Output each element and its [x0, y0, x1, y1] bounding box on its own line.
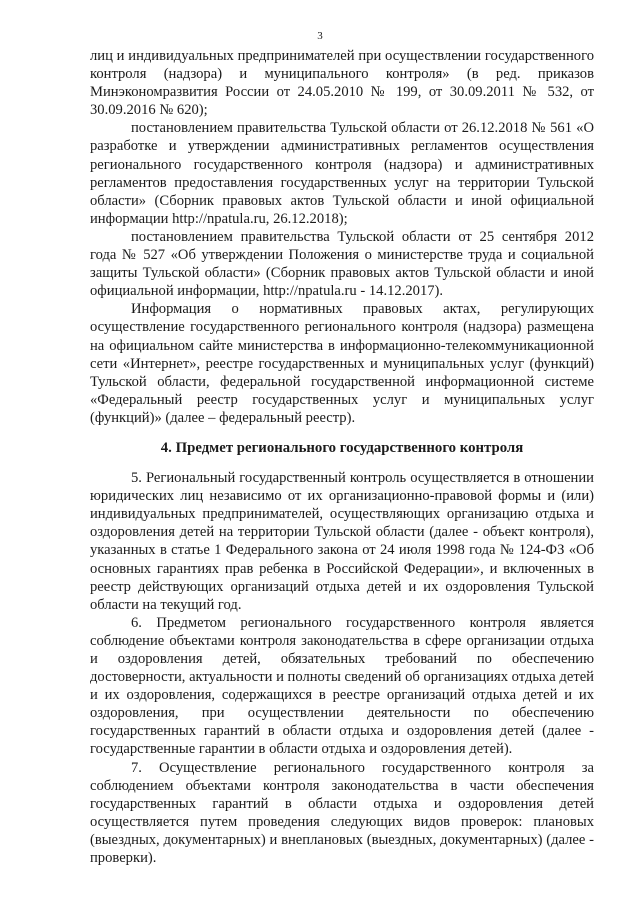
paragraph-information-placement: Информация о нормативных правовых актах, регулирующих осуществление государственного регионального контроля (надзора) размещена на официальном сайте министерства в информационно-телекоммуникационной сети «Интернет», реестре государственных и муниципальных услуг (функций) Тульской области, федеральной государственной информационной системе «Федеральный реестр государственных услуг и муниципальных услуг (функций)» (далее – федеральный реестр). [90, 301, 594, 426]
paragraph-resolution-527: постановлением правительства Тульской области от 25 сентября 2012 года № 527 «Об утверждении Положения о министерстве труда и социальной защиты Тульской области» (Сборник правовых актов Тульской области и иной официальной информации, http://npatula.ru - 14.12.2017). [90, 228, 594, 300]
paragraph-continuation: лиц и индивидуальных предпринимателей при осуществлении государственного контроля (надзора) и муниципального контроля» (в ред. приказов Минэкономразвития России от 24.05.2010 № 199, от 30.09.2011 № 532, от 30.09.2016 № 620); [90, 48, 594, 119]
document-body [90, 47, 594, 867]
paragraph-item-7: 7. Осуществление регионального государственного контроля за соблюдением объектами контроля законодательства в части обеспечения государственных гарантий в области отдыха и оздоровления детей осуществляется путем проведения следующих видов проверок: плановых (выездных, документарных) и внеплановых (выездных, документарных) (далее - проверки). [90, 759, 594, 867]
paragraph-item-6: 6. Предметом регионального государственного контроля является соблюдение объектами контроля законодательства в сфере организации отдыха и оздоровления детей, обязательных требований по обеспечению достоверности, актуальности и полноты сведений об организациях отдыха детей и их оздоровления, содержащихся в реестре организаций отдыха детей и их оздоровления, при осуществлении деятельности по обеспечению государственных гарантий в области отдыха и оздоровления детей (далее - государственные гарантии в области отдыха и оздоровления детей). [90, 614, 594, 758]
page-number: 3 [317, 30, 323, 42]
section-heading: 4. Предмет регионального государственного контроля [160, 439, 524, 456]
paragraph-resolution-561: постановлением правительства Тульской области от 26.12.2018 № 561 «О разработке и утверждении административных регламентов осуществления регионального государственного контроля (надзора) и административных регламентов предоставления государственных услуг на территории Тульской области» (Сборник правовых актов Тульской области и иной официальной информации http://npatula.ru, 26.12.2018); [90, 120, 594, 227]
paragraph-item-5: 5. Региональный государственный контроль осуществляется в отношении юридических лиц независимо от их организационно-правовой формы и (или) индивидуальных предпринимателей, осуществляющих организацию отдыха и оздоровления детей на территории Тульской области (далее - объект контроля), указанных в статье 1 Федерального закона от 24 июля 1998 года № 124-ФЗ «Об основных гарантиях прав ребенка в Российской Федерации», и включенных в реестр действующих организаций отдыха детей и их оздоровления Тульской области на текущий год. [90, 470, 594, 613]
